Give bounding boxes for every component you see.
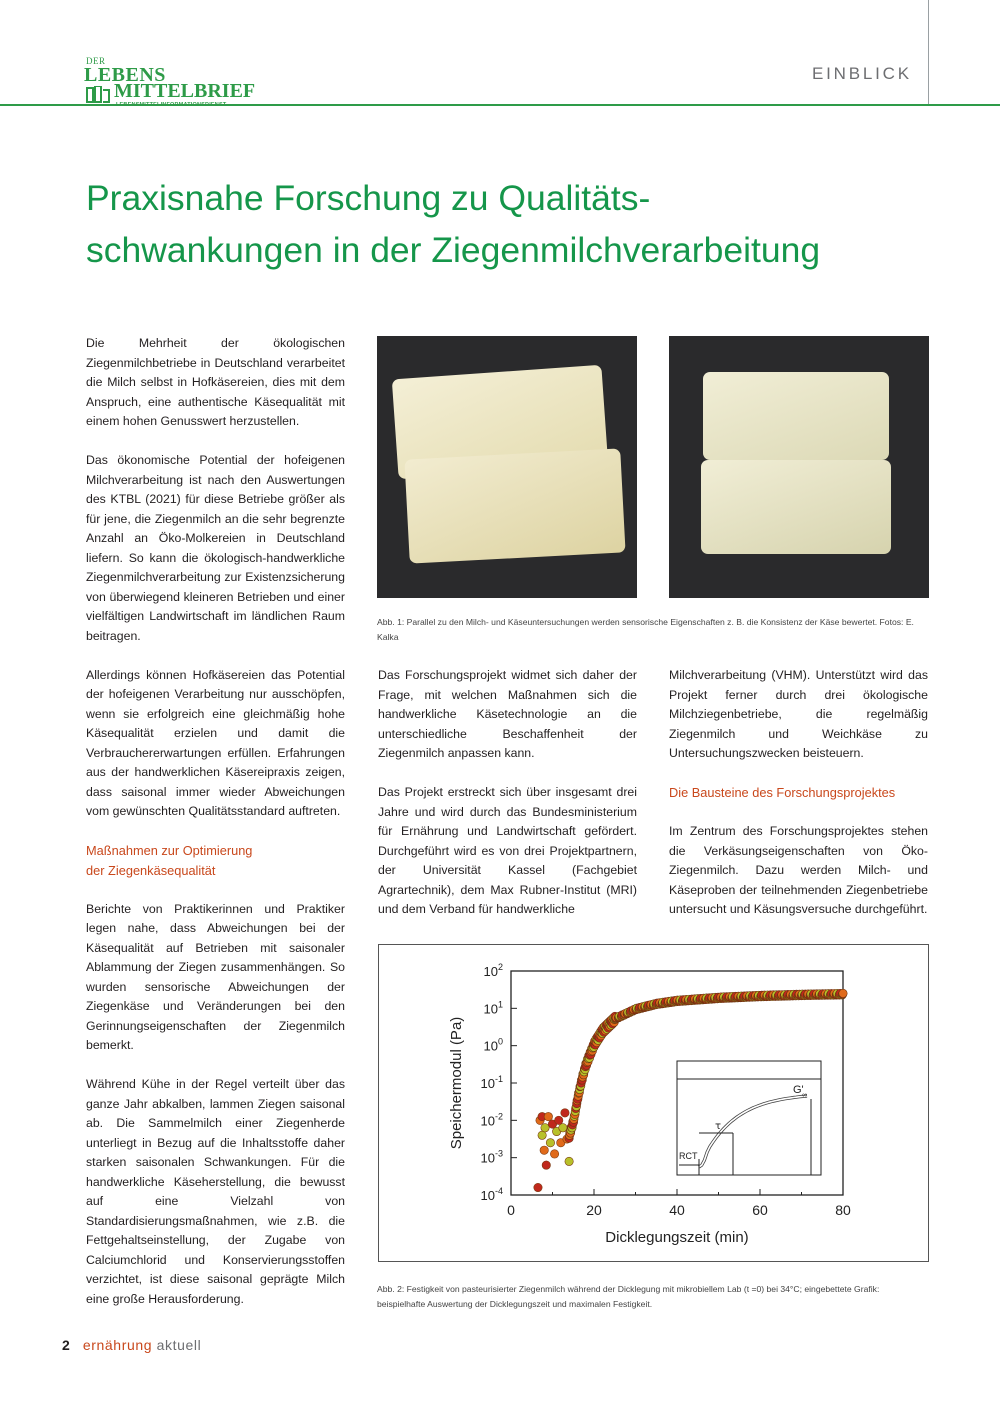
x-tick-label: 0 bbox=[507, 1202, 515, 1218]
text-column-1 bbox=[86, 334, 345, 1309]
logo-mark-icon bbox=[86, 86, 110, 104]
paragraph: Das ökonomische Potential der hofeigenen Milchverarbeitung ist nach den Auswertungen des KTBL (2021) für diese Betriebe größer als für jene, die Ziegenmilch an die sehr begrenzte Anzahl an Öko-Molkereien in Deutschland liefern. So kann die ökologisch-handwerkliche Ziegenmilchverarbeitung zur Existenzsicherung von überwiegend kleineren Betrieben und einer vielfältigen Landwirtschaft im ländlichen Raum beitragen. bbox=[86, 453, 345, 643]
data-point bbox=[541, 1124, 549, 1132]
paragraph: Das Forschungsprojekt widmet sich daher der Frage, mit welchen Maßnahmen sich die handwerkliche Käsetechnologie an die unterschiedliche Beschaffenheit der Ziegenmilch anpassen kann. bbox=[378, 668, 637, 760]
x-tick-label: 60 bbox=[752, 1202, 768, 1218]
x-axis-label: Dicklegungszeit (min) bbox=[605, 1229, 749, 1246]
y-tick-label: $10^2$ bbox=[483, 962, 503, 979]
cheese-photo-2 bbox=[669, 336, 929, 598]
header-divider bbox=[0, 104, 1000, 106]
x-tick-label: 20 bbox=[586, 1202, 602, 1218]
y-tick-label: $10^{-3}$ bbox=[480, 1148, 503, 1166]
cheese-half-bottom bbox=[701, 460, 891, 554]
figure-2-caption: Abb. 2: Festigkeit von pasteurisierter Ziegenmilch während der Dicklegung mit mikrobiellem Lab (t =0) bei 34°C; eingebettete Grafik: beispielhafte Auswertung der Dicklegungszeit und maximalen Festigkeit. bbox=[377, 1284, 880, 1309]
paragraph: Das Projekt erstreckt sich über insgesamt drei Jahre und wird durch das Bundesministerium für Ernährung und Landwirtschaft gefördert. Durchgeführt wird es von drei Projektpartnern, der Universität Kassel (Fachgebiet Agrartechnik), dem Max Rubner-Institut (MRI) und dem Verband für handwerkliche bbox=[378, 785, 637, 916]
y-axis-label: Speichermodul (Pa) bbox=[448, 1016, 465, 1150]
text-column-3 bbox=[669, 666, 928, 920]
inset-label-tau: τ bbox=[715, 1121, 722, 1132]
data-point bbox=[561, 1109, 569, 1117]
y-tick-label: $10^1$ bbox=[483, 999, 503, 1017]
article-title bbox=[86, 172, 946, 276]
paragraph: Im Zentrum des Forschungsprojektes stehen die Verkäsungseigenschaften von Öko-Ziegenmilch. Dazu werden Milch- und Käseproben der teilnehmenden Ziegenbetriebe untersucht und Käsungsversuche durchgeführt. bbox=[669, 824, 928, 916]
paragraph: Allerdings können Hofkäsereien das Potential der hofeigenen Verarbeitung nur ausschöpfen, wenn sie erfolgreich eine gleichmäßig hohe Käsequalität erzielen und damit die Verbrauchererwartungen erfüllen. Erfahrungen aus der handwerklichen Käsereipraxis zeigen, dass saisonal immer wieder Abweichungen vom gewünschten Qualitätsstandard auftreten. bbox=[86, 667, 345, 818]
inset-label-g: G' bbox=[793, 1084, 804, 1096]
page-number: 2 bbox=[62, 1337, 71, 1353]
text-column-2 bbox=[378, 666, 637, 920]
cheese-photo-1 bbox=[377, 336, 637, 598]
cheese-half-bottom bbox=[404, 448, 625, 563]
magazine-name-part-1: ernährung bbox=[82, 1337, 153, 1353]
x-tick-label: 40 bbox=[669, 1202, 685, 1218]
x-tick-label: 80 bbox=[835, 1202, 851, 1218]
subheading-bausteine: Die Bausteine des Forschungsprojektes bbox=[669, 785, 896, 800]
paragraph: Die Mehrheit der ökologischen Ziegenmilchbetriebe in Deutschland verarbeitet die Milch selbst in Hofkäsereien, dies mit dem Anspruch, eine authentische Käsequalität mit einem hohen Genusswert herzustellen. bbox=[86, 336, 345, 428]
y-tick-label: $10^{-1}$ bbox=[480, 1074, 503, 1091]
figure-1-caption: Abb. 1: Parallel zu den Milch- und Käseuntersuchungen werden sensorische Eigenschaften z. B. die Konsistenz der Käse bewertet. Fotos: E. Kalka bbox=[377, 617, 914, 642]
subheading-optimierung bbox=[86, 841, 345, 880]
data-point bbox=[839, 989, 847, 997]
data-point bbox=[540, 1146, 548, 1154]
data-point bbox=[546, 1139, 554, 1147]
figure-2-chart bbox=[378, 944, 929, 1262]
y-tick-label: $10^{-4}$ bbox=[480, 1186, 503, 1203]
rheology-chart bbox=[379, 945, 930, 1263]
paragraph: Milchverarbeitung (VHM). Unterstützt wird das Projekt ferner durch drei ökologische Milchziegenbetriebe, die regelmäßig Ziegenmilch und Weichkäse zu Untersuchungszwecken beisteuern. bbox=[669, 668, 928, 760]
logo-line-der: DER bbox=[86, 56, 106, 66]
header-vertical-divider bbox=[928, 0, 929, 104]
inset-label-rct: RCT bbox=[679, 1151, 698, 1161]
inset-label-inf: ∞ bbox=[802, 1092, 807, 1099]
data-point bbox=[550, 1150, 558, 1158]
logo-line-mittelbrief: MITTELBRIEF bbox=[114, 80, 256, 102]
subheading-line-1: Maßnahmen zur Optimierung bbox=[86, 843, 253, 858]
magazine-name-part-2: aktuell bbox=[152, 1337, 202, 1353]
paragraph: Berichte von Praktikerinnen und Praktiker legen nahe, dass Abweichungen bei der Käsequalität auf Betrieben mit saisonaler Ablammung der Ziegen zusammenhängen. So wurden sensorische Abweichungen der Ziegenkäse und Veränderungen bei den Gerinnungseigenschaften der Ziegenmilch bemerkt. bbox=[86, 901, 345, 1052]
cheese-half-top bbox=[703, 372, 889, 460]
y-tick-label: $10^0$ bbox=[483, 1036, 503, 1054]
data-point bbox=[544, 1112, 552, 1120]
data-point bbox=[534, 1183, 542, 1191]
logo-line-lebens: LEBENS bbox=[84, 64, 166, 86]
y-tick-label: $10^{-2}$ bbox=[480, 1111, 503, 1129]
data-point bbox=[565, 1157, 573, 1165]
section-label: EINBLICK bbox=[812, 64, 912, 83]
data-point bbox=[538, 1131, 546, 1139]
title-line-1: Praxisnahe Forschung zu Qualitäts- bbox=[86, 178, 651, 218]
logo bbox=[84, 50, 254, 108]
title-line-2: schwankungen in der Ziegenmilchverarbeitung bbox=[86, 230, 821, 270]
paragraph: Während Kühe in der Regel verteilt über das ganze Jahr abkalben, lammen Ziegen saisonal ab. Die Sammelmilch einer Ziegenherde unterliegt in Bezug auf die Inhaltsstoffe daher starken saisonalen Schwankungen. Für die handwerkliche Käseherstellung, die bewusst auf eine Vielzahl von Standardisierungsmaßnahmen, wie z.B. die Fettgehaltseinstellung, der Zugabe von Calciumchlorid und Konservierungsstoffen verzichtet, ist diese saisonal geprägte Milch eine große Herausforderung. bbox=[86, 1077, 345, 1306]
page-footer bbox=[62, 1337, 201, 1353]
inset-frame bbox=[677, 1061, 821, 1175]
subheading-line-2: der Ziegenkäsequalität bbox=[86, 862, 216, 878]
data-point bbox=[555, 1116, 563, 1124]
data-point bbox=[542, 1161, 550, 1169]
